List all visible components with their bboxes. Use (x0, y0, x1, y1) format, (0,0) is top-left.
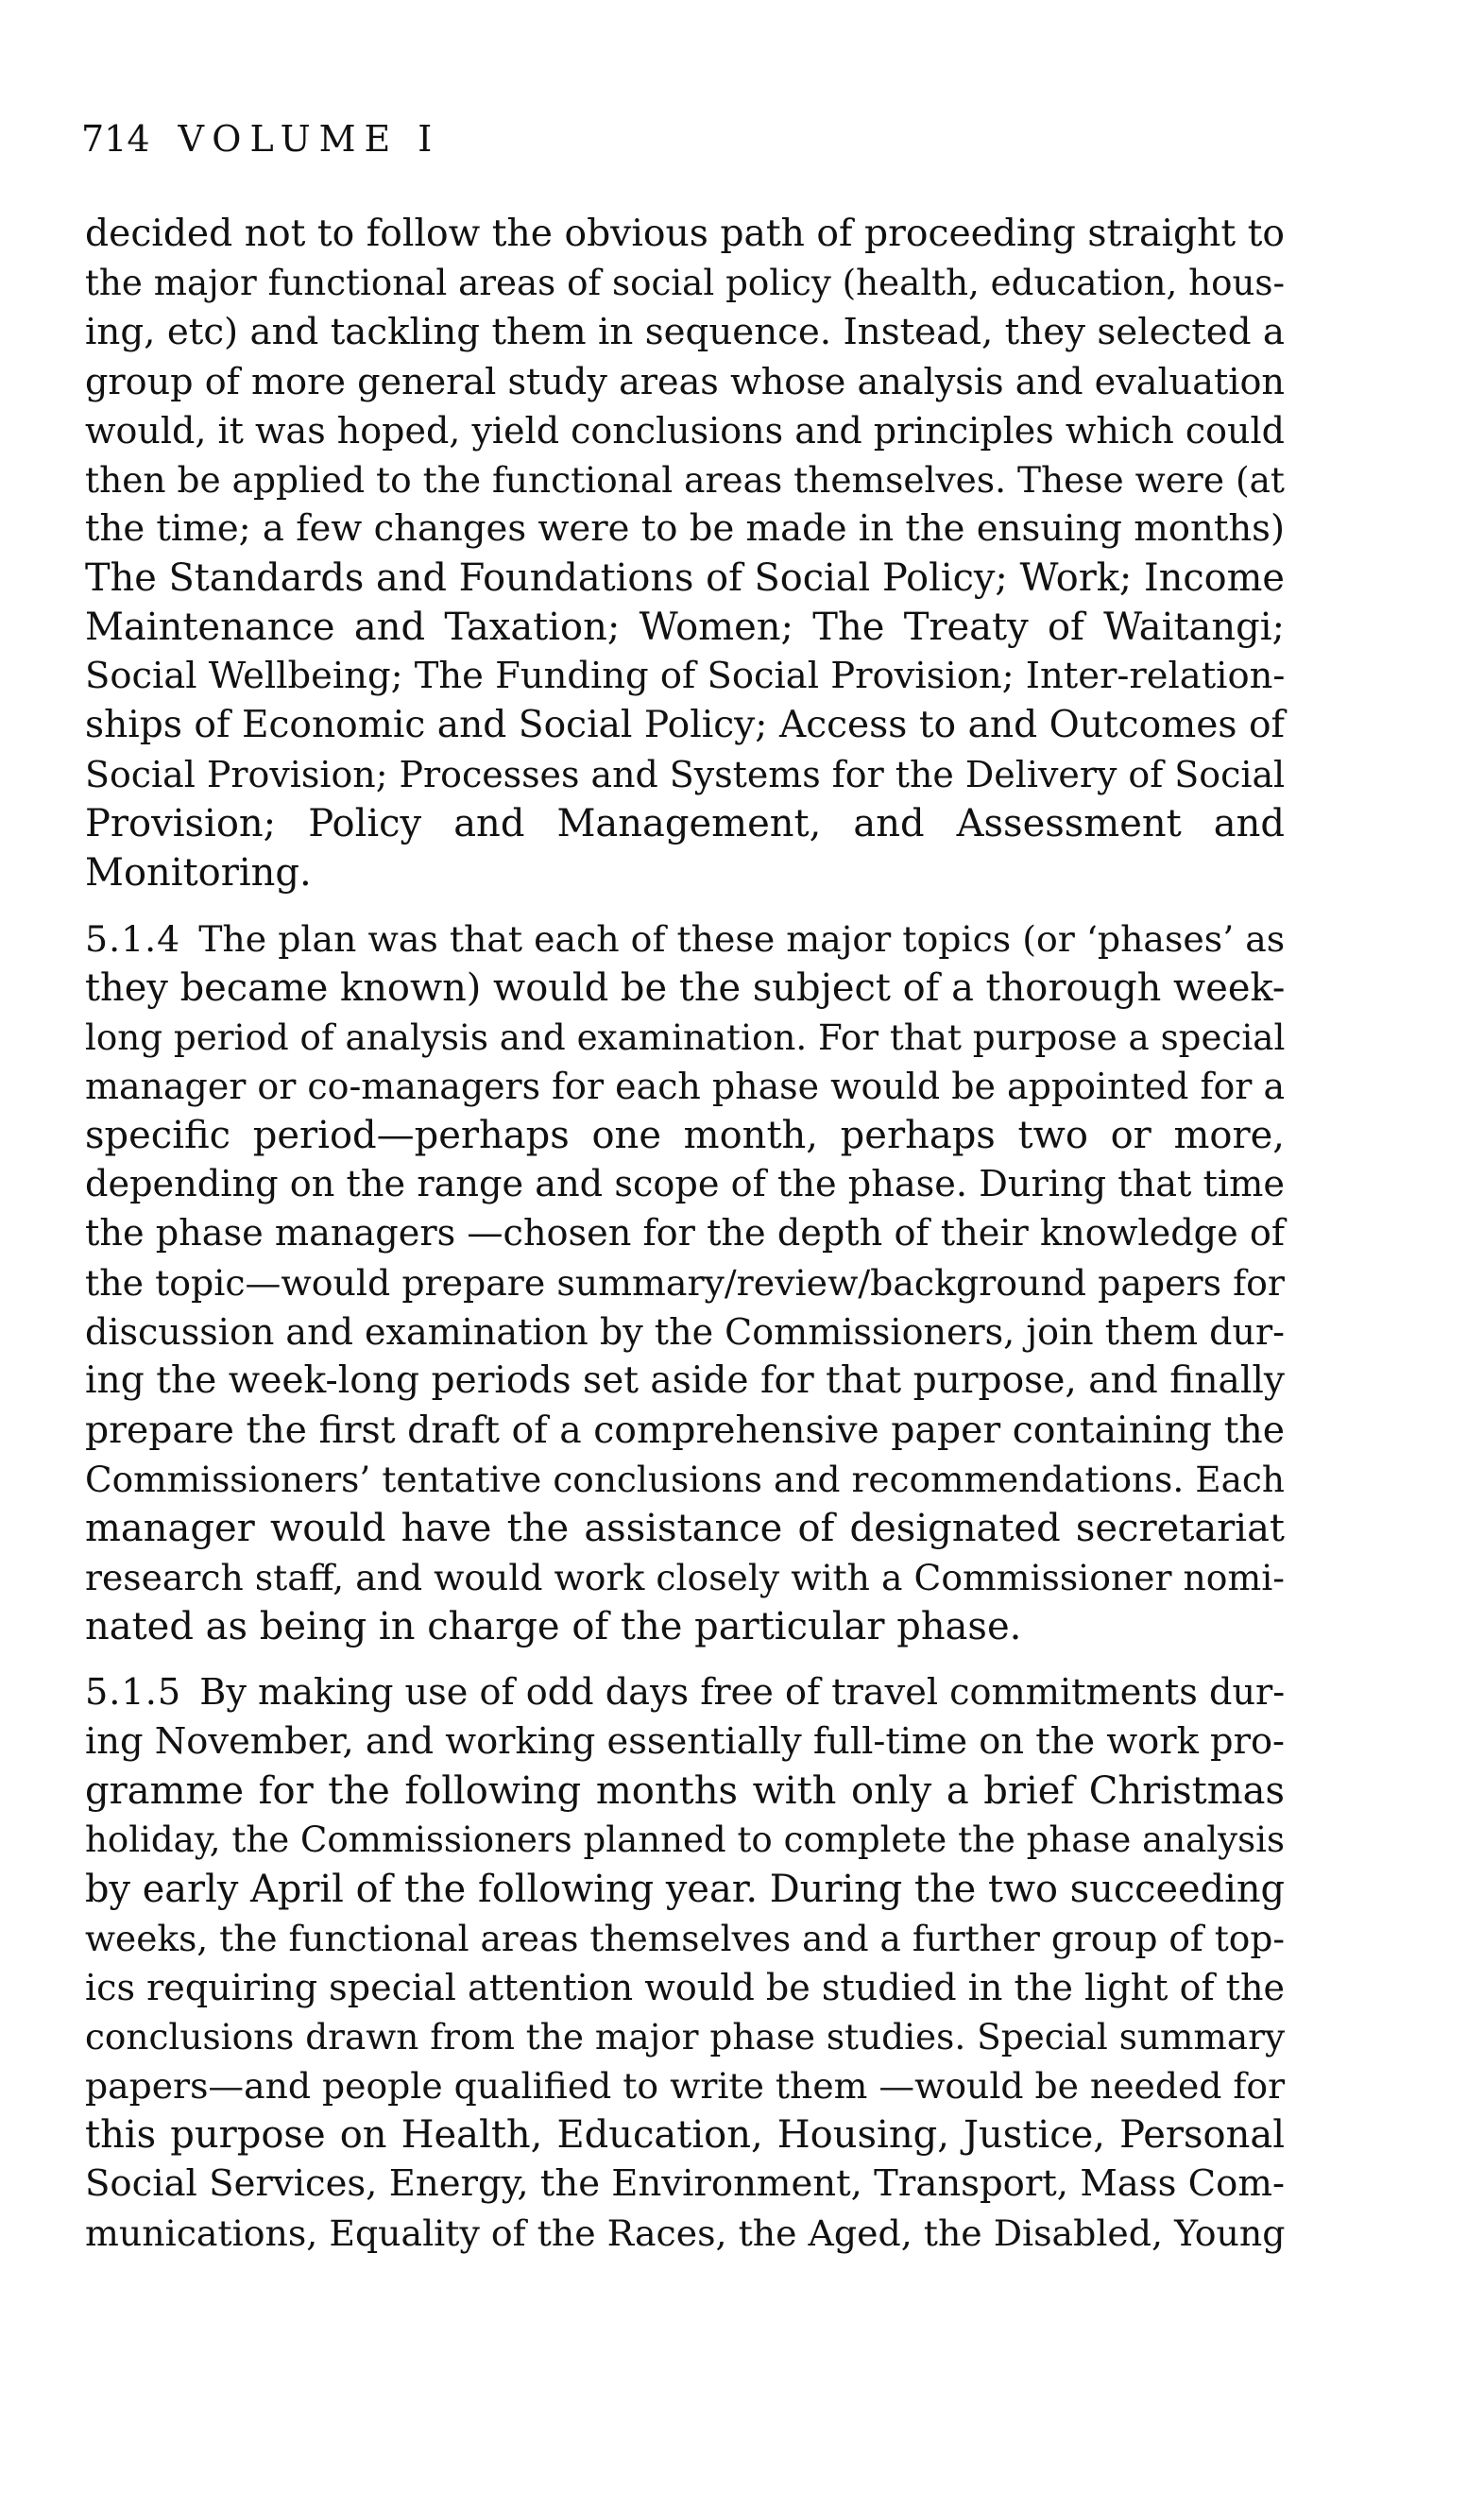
line-text: holiday, the Commissioners planned to complete the phase analysis (85, 1819, 1285, 1860)
text-line (85, 259, 1285, 308)
line-text: The Standards and Foundations of Social Policy; Work; Income (85, 556, 1285, 600)
text-line (85, 914, 1285, 964)
line-text: By making use of odd days free of travel commitments dur- (199, 1672, 1286, 1714)
text-line (85, 964, 1285, 1013)
text-line (85, 2012, 1285, 2061)
text-line (85, 308, 1285, 357)
line-text: decided not to follow the obvious path of proceeding straight to (85, 213, 1285, 255)
line-text: weeks, the functional areas themselves and a further group of top- (85, 1918, 1285, 1959)
text-line (85, 2160, 1285, 2209)
line-text: papers—and people qualified to write them —would be needed for (85, 2065, 1286, 2107)
text-line (85, 406, 1285, 455)
text-line (85, 701, 1285, 750)
paragraph (85, 210, 1285, 897)
line-text: the time; a few changes were to be made in the ensuing months) (85, 507, 1285, 550)
text-line (85, 1160, 1285, 1209)
line-text: group of more general study areas whose analysis and evaluation (85, 361, 1285, 402)
text-line (85, 1767, 1285, 1816)
line-text: the major functional areas of social policy (health, education, hous- (85, 263, 1285, 303)
text-line (85, 1717, 1285, 1767)
text-line (85, 1013, 1285, 1062)
text-line (85, 2110, 1285, 2160)
line-text: Social Wellbeing; The Funding of Social Provision; Inter-relation- (85, 655, 1286, 697)
paragraph-gap (85, 897, 1285, 914)
text-line (85, 357, 1285, 406)
paragraph-number: 5.1.4 (85, 918, 181, 960)
running-head (81, 118, 433, 160)
line-text: depending on the range and scope of the phase. During that time (85, 1164, 1285, 1205)
line-text: ics requiring special attention would be studied in the light of the (85, 1967, 1285, 2008)
line-text: munications, Equality of the Races, the Aged, the Disabled, Young (85, 2212, 1286, 2254)
text-line (85, 210, 1285, 259)
text-line (85, 1914, 1285, 1963)
line-text: manager would have the assistance of designated secretariat (85, 1507, 1285, 1550)
line-text: then be applied to the functional areas themselves. These were (at (85, 459, 1285, 501)
text-line (85, 1504, 1285, 1553)
line-text: Commissioners’ tentative conclusions and recommendations. Each (85, 1459, 1285, 1500)
text-line (85, 1455, 1285, 1504)
text-line (85, 1963, 1285, 2012)
paragraph-number: 5.1.5 (85, 1672, 182, 1714)
paragraph-gap (85, 1651, 1285, 1668)
text-line (85, 2061, 1285, 2110)
text-line (85, 1668, 1285, 1717)
text-line (85, 1258, 1285, 1307)
line-text: they became known) would be the subject of a thorough week- (85, 966, 1286, 1010)
text-line (85, 1553, 1285, 1602)
line-text: this purpose on Health, Education, Housing, Justice, Personal (85, 2113, 1285, 2157)
line-text: research staff, and would work closely with a Commissioner nomi- (85, 1557, 1285, 1598)
text-line (85, 504, 1285, 554)
line-text: would, it was hoped, yield conclusions and principles which could (85, 410, 1285, 452)
text-line (85, 2209, 1285, 2258)
line-text: ing the week-long periods set aside for that purpose, and finally (85, 1359, 1285, 1402)
line-text: Social Services, Energy, the Environment, Transport, Mass Com- (85, 2162, 1285, 2205)
text-line (85, 1865, 1285, 1914)
text-line (85, 554, 1285, 603)
text-line (85, 1307, 1285, 1357)
line-text: ships of Economic and Social Policy; Access to and Outcomes of (85, 704, 1285, 746)
text-line (85, 1062, 1285, 1111)
line-text: discussion and examination by the Commissioners, join them dur- (85, 1311, 1285, 1353)
line-text: ing November, and working essentially full-time on the work pro- (85, 1720, 1285, 1763)
text-line (85, 848, 1285, 897)
line-text: the phase managers —chosen for the depth of their knowledge of (85, 1213, 1285, 1255)
line-text: prepare the first draft of a comprehensive paper containing the (85, 1409, 1285, 1452)
paragraph (85, 1668, 1285, 2258)
text-line (85, 603, 1285, 652)
text-line (85, 652, 1285, 701)
text-line (85, 1816, 1285, 1865)
text-line (85, 799, 1285, 848)
volume-number: I (418, 118, 433, 160)
line-text: by early April of the following year. During the two succeeding (85, 1868, 1285, 1911)
line-text: nated as being in charge of the particular phase. (85, 1605, 1022, 1648)
line-text: long period of analysis and examination. For that purpose a special (85, 1016, 1286, 1058)
line-text: Provision; Policy and Management, and Assessment and (85, 802, 1285, 845)
line-text: the topic—would prepare summary/review/background papers for (85, 1262, 1285, 1304)
volume-label: VOLUME (178, 118, 400, 160)
text-line (85, 1209, 1285, 1258)
line-text: Monitoring. (85, 851, 312, 895)
line-text: gramme for the following months with only a brief Christmas (85, 1769, 1285, 1813)
line-text: ing, etc) and tackling them in sequence. Instead, they selected a (85, 311, 1285, 353)
line-text: manager or co-managers for each phase would be appointed for a (85, 1066, 1286, 1107)
text-line (85, 750, 1285, 799)
line-text: The plan was that each of these major topics (or ‘phases’ as (198, 918, 1286, 960)
body-text (85, 210, 1285, 2258)
text-line (85, 455, 1285, 504)
text-line (85, 1406, 1285, 1455)
line-text: Maintenance and Taxation; Women; The Treaty of Waitangi; (85, 606, 1285, 649)
text-line (85, 1357, 1285, 1406)
page-number: 714 (81, 118, 150, 160)
line-text: specific period—perhaps one month, perhaps two or more, (85, 1114, 1285, 1157)
text-line (85, 1602, 1285, 1651)
paragraph (85, 914, 1285, 1651)
line-text: Social Provision; Processes and Systems for the Delivery of Social (85, 754, 1286, 795)
line-text: conclusions drawn from the major phase studies. Special summary (85, 2016, 1286, 2058)
text-line (85, 1111, 1285, 1160)
